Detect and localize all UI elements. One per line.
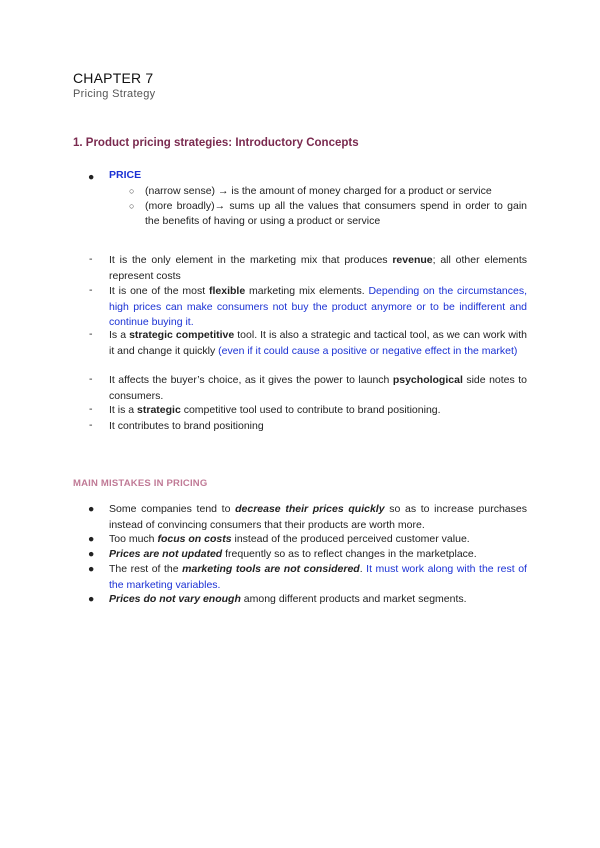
list-item [109,328,527,359]
item-text: ; all other elements represent costs [109,254,527,282]
item-emphasis: Prices are not updated [109,548,223,560]
dash-bullet-icon: - [89,328,93,340]
list-item [109,373,527,404]
item-bold: strategic competitive [129,329,235,341]
item-text: tool. It is also a strategic and tactical tool, as we can work with it and change it quickly [109,329,528,357]
item-bold: strategic [137,404,181,416]
list-item [109,547,527,563]
dash-bullet-icon: - [89,403,93,415]
item-text: It contributes to brand positioning [109,420,264,432]
list-item [109,592,527,608]
section-heading: 1. Product pricing strategies: Introductory Concepts [73,137,359,149]
bullet-dot-icon: ● [88,548,95,560]
item-bold: flexible [209,285,246,297]
chapter-title: CHAPTER 7 [73,70,154,86]
circle-bullet-icon: ○ [129,186,135,196]
price-broad-definition: (more broadly)→ sums up all the values that consumers spend in order to gain the benefits of having or using a product or service [145,200,527,227]
item-text: It is a [109,404,138,416]
item-emphasis: decrease their prices quickly [235,503,385,515]
chapter-subtitle: Pricing Strategy [73,88,156,100]
list-item [109,284,527,331]
item-note: It must work along with the rest of the marketing variables. [109,563,527,591]
list-item [109,419,527,435]
item-text: frequently so as to reflect changes in the marketplace. [222,548,477,560]
list-item [109,562,527,593]
item-text: . [359,563,367,575]
list-item [109,532,527,548]
item-note: (even if it could cause a positive or negative effect in the market) [218,344,518,357]
dash-bullet-icon: - [89,373,93,385]
dash-bullet-icon: - [89,253,93,265]
bullet-dot-icon: ● [88,171,95,183]
item-text: It is one of the most [109,285,209,297]
list-item [109,403,527,419]
item-bold: revenue [392,254,433,266]
item-emphasis: focus on costs [157,533,232,545]
dash-bullet-icon: - [89,419,93,431]
list-item [109,502,527,533]
item-text: It affects the buyer’s choice, as it gives the power to launch [109,374,393,386]
mistakes-heading: MAIN MISTAKES IN PRICING [73,478,208,489]
item-bold: psychological [392,374,463,386]
bullet-dot-icon: ● [88,533,95,545]
circle-bullet-icon: ○ [129,201,135,211]
price-narrow-definition: (narrow sense) → is the amount of money charged for a product or service [145,185,492,197]
item-text: among different products and market segments. [240,593,467,605]
item-emphasis: Prices do not vary enough [109,593,241,605]
item-text: It is the only element in the marketing mix that produces [109,254,393,266]
item-note: Depending on the circumstances, high prices can make consumers not buy the product anymore or to be indifferent and continue buying it. [109,285,528,328]
bullet-dot-icon: ● [88,563,95,575]
list-item [109,253,527,284]
item-text: side notes to consumers. [109,374,527,402]
item-text: Is a [109,329,130,341]
bullet-dot-icon: ● [88,593,95,605]
price-label: PRICE [109,169,142,181]
item-text: instead of the produced perceived customer value. [231,533,470,545]
dash-bullet-icon: - [89,284,93,296]
item-text: Some companies tend to [109,503,236,515]
item-text: competitive tool used to contribute to brand positioning. [180,404,441,416]
item-text: The rest of the [109,563,183,575]
bullet-dot-icon: ● [88,503,95,515]
item-emphasis: marketing tools are not considered [182,563,360,575]
item-text: marketing mix elements. [245,285,369,297]
item-text: so as to increase purchases instead of convincing consumers that their products are worth more. [109,503,527,531]
item-text: Too much [109,533,158,545]
